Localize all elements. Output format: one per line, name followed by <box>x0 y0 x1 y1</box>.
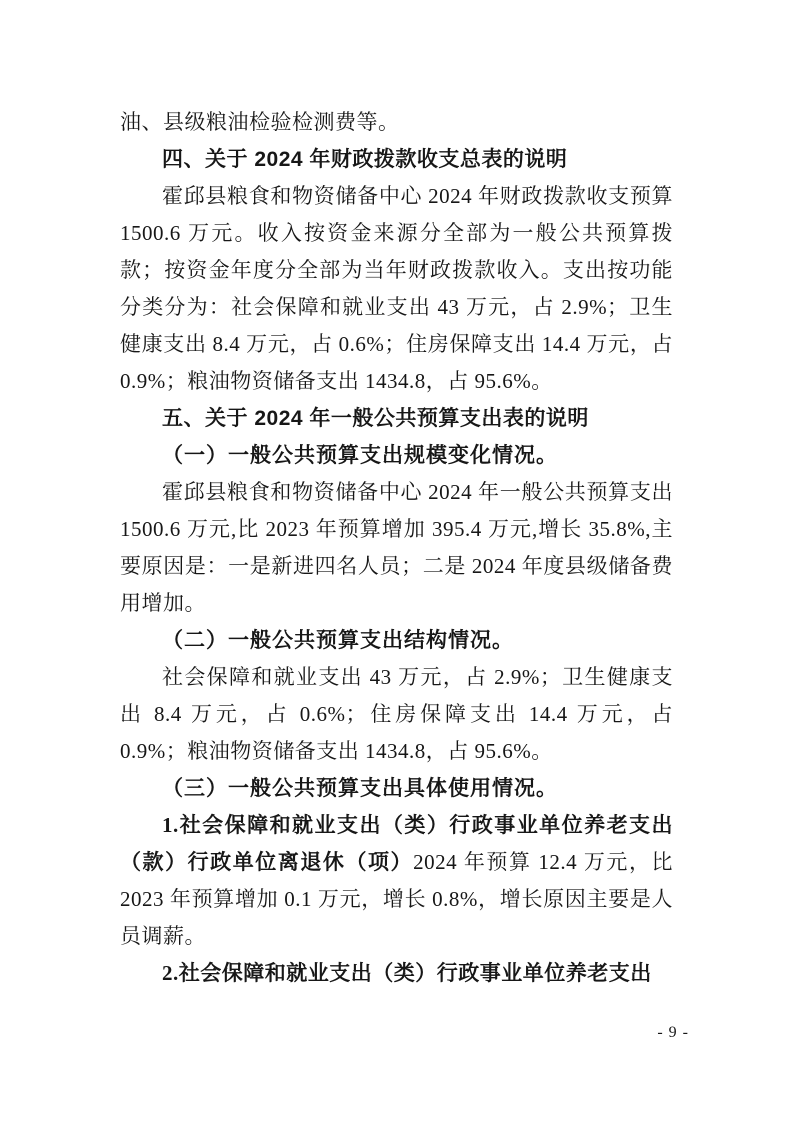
item-1-bold-label: 1.社会保障和就业支出（类）行政事业单位养老支出（款）行政单位离退休（项） <box>120 813 673 874</box>
subsection-heading-3: （三）一般公共预算支出具体使用情况。 <box>162 776 558 800</box>
item-1-text: 2024 年预算 12.4 万元，比 2023 年预算增加 0.1 万元，增长 0.8%，增长原因主要是人员调薪。 <box>120 850 674 948</box>
page-body <box>120 104 673 992</box>
subsection-heading-1: （一）一般公共预算支出规模变化情况。 <box>162 443 558 467</box>
section-heading-wu: 五、关于 2024 年一般公共预算支出表的说明 <box>162 407 589 430</box>
body-paragraph-item-1 <box>120 807 673 955</box>
body-paragraph: 霍邱县粮食和物资储备中心 2024 年财政拨款收支预算 1500.6 万元。收入按资金来源分全部为一般公共预算拨款；按资金年度分全部为当年财政拨款收入。支出按功能分类分为：社会保障和就业支出 43 万元，占 2.9%；卫生健康支出 8.4 万元，占 0.6%；住房保障支出 14.4 万元，占 0.9%；粮油物资储备支出 1434.8，占 95.6%。 <box>120 184 673 393</box>
body-paragraph-continuation: 油、县级粮油检验检测费等。 <box>120 110 400 134</box>
body-paragraph: 霍邱县粮食和物资储备中心 2024 年一般公共预算支出 1500.6 万元,比 2023 年预算增加 395.4 万元,增长 35.8%,主要原因是：一是新进四名人员；二是 2024 年度县级储备费用增加。 <box>120 480 673 615</box>
body-paragraph-item-2: 2.社会保障和就业支出（类）行政事业单位养老支出 <box>162 961 652 985</box>
subsection-heading-2: （二）一般公共预算支出结构情况。 <box>162 628 514 652</box>
page-number: - 9 - <box>657 1024 689 1041</box>
body-paragraph: 社会保障和就业支出 43 万元，占 2.9%；卫生健康支出 8.4 万元，占 0.6%；住房保障支出 14.4 万元，占 0.9%；粮油物资储备支出 1434.8，占 95.6%。 <box>120 665 673 763</box>
section-heading-si: 四、关于 2024 年财政拨款收支总表的说明 <box>162 148 568 171</box>
